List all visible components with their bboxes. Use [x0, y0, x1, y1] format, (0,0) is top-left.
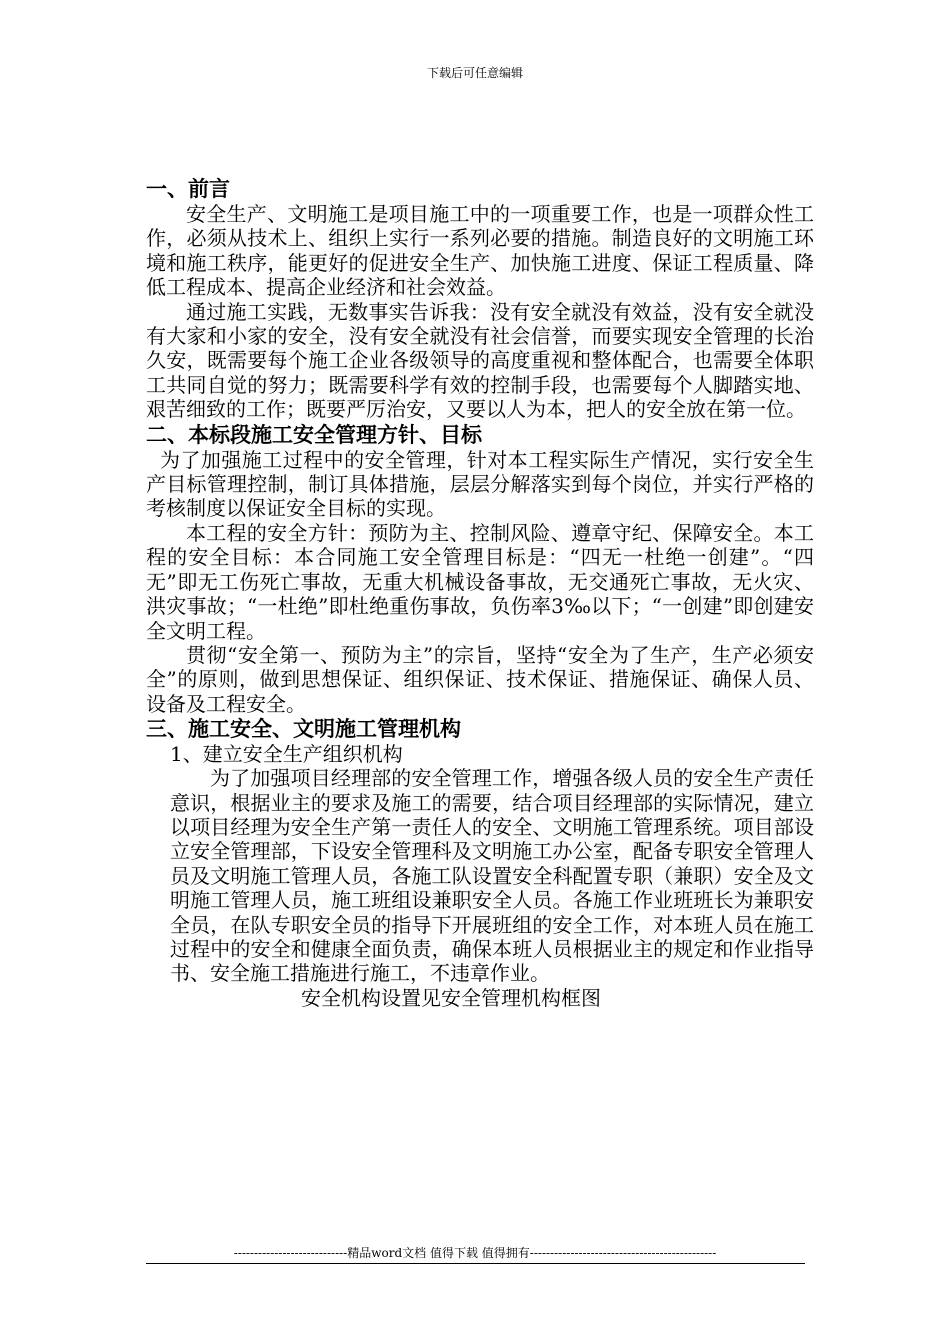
section-3-subheading: 1、建立安全生产组织机构 [170, 742, 403, 767]
section-2-heading: 二、本标段施工安全管理方针、目标 [146, 421, 482, 447]
section-1-paragraph-2: 通过施工实践，无数事实告诉我：没有安全就没有效益，没有安全就没有大家和小家的安全，没有安全就没有社会信誉，而要实现安全管理的长治久安，既需要每个施工企业各级领导的高度重视和整体配合，也需要全体职工共同自觉的努力；既需要科学有效的控制手段，也需要每个人脚踏实地、艰苦细致的工作；既要严厉治安，又要以人为本，把人的安全放在第一位。 [146, 299, 814, 422]
page-footer: ----------------------------精品word文档 值得下载 值得拥有---------------------------------------------- [233, 1246, 717, 1260]
section-2-paragraph-1: 为了加强施工过程中的安全管理，针对本工程实际生产情况，实行安全生产目标管理控制，制订具体措施，层层分解落实到每个岗位，并实行严格的考核制度以保证安全目标的实现。 [146, 447, 814, 521]
figure-reference-caption: 安全机构设置见安全管理机构框图 [301, 985, 601, 1010]
section-3-paragraph: 为了加强项目经理部的安全管理工作，增强各级人员的安全生产责任意识，根据业主的要求及施工的需要，结合项目经理部的实际情况，建立以项目经理为安全生产第一责任人的安全、文明施工管理系统。项目部设立安全管理部，下设安全管理科及文明施工办公室，配备专职安全管理人员及文明施工管理人员，各施工队设置安全科配置专职（兼职）安全及文明施工管理人员，施工班组设兼职安全人员。各施工作业班班长为兼职安全员，在队专职安全员的指导下开展班组的安全工作，对本班人员在施工过程中的安全和健康全面负责，确保本班人员根据业主的规定和作业指导书、安全施工措施进行施工，不违章作业。 [170, 766, 814, 986]
section-2-paragraph-3: 贯彻“安全第一、预防为主”的宗旨，坚持“安全为了生产，生产必须安全”的原则，做到思想保证、组织保证、技术保证、措施保证、确保人员、设备及工程安全。 [146, 642, 814, 716]
section-2-paragraph-2: 本工程的安全方针：预防为主、控制风险、遵章守纪、保障安全。本工程的安全目标：本合同施工安全管理目标是：“四无一杜绝一创建”。“四无”即无工伤死亡事故，无重大机械设备事故，无交通死亡事故，无火灾、洪灾事故；“一杜绝”即杜绝重伤事故，负伤率3‰以下；“一创建”即创建安全文明工程。 [146, 520, 814, 643]
section-1-heading: 一、前言 [146, 176, 230, 201]
footer-divider [146, 1263, 805, 1264]
document-body [146, 176, 814, 1010]
section-3-subsection [146, 742, 814, 986]
page-header: 下载后可任意编辑 [426, 66, 523, 80]
section-3-heading: 三、施工安全、文明施工管理机构 [146, 716, 461, 742]
section-1-paragraph-1: 安全生产、文明施工是项目施工中的一项重要工作，也是一项群众性工作，必须从技术上、组织上实行一系列必要的措施。制造良好的文明施工环境和施工秩序，能更好的促进安全生产、加快施工进度、保证工程质量、降低工程成本、提高企业经济和社会效益。 [146, 202, 814, 300]
